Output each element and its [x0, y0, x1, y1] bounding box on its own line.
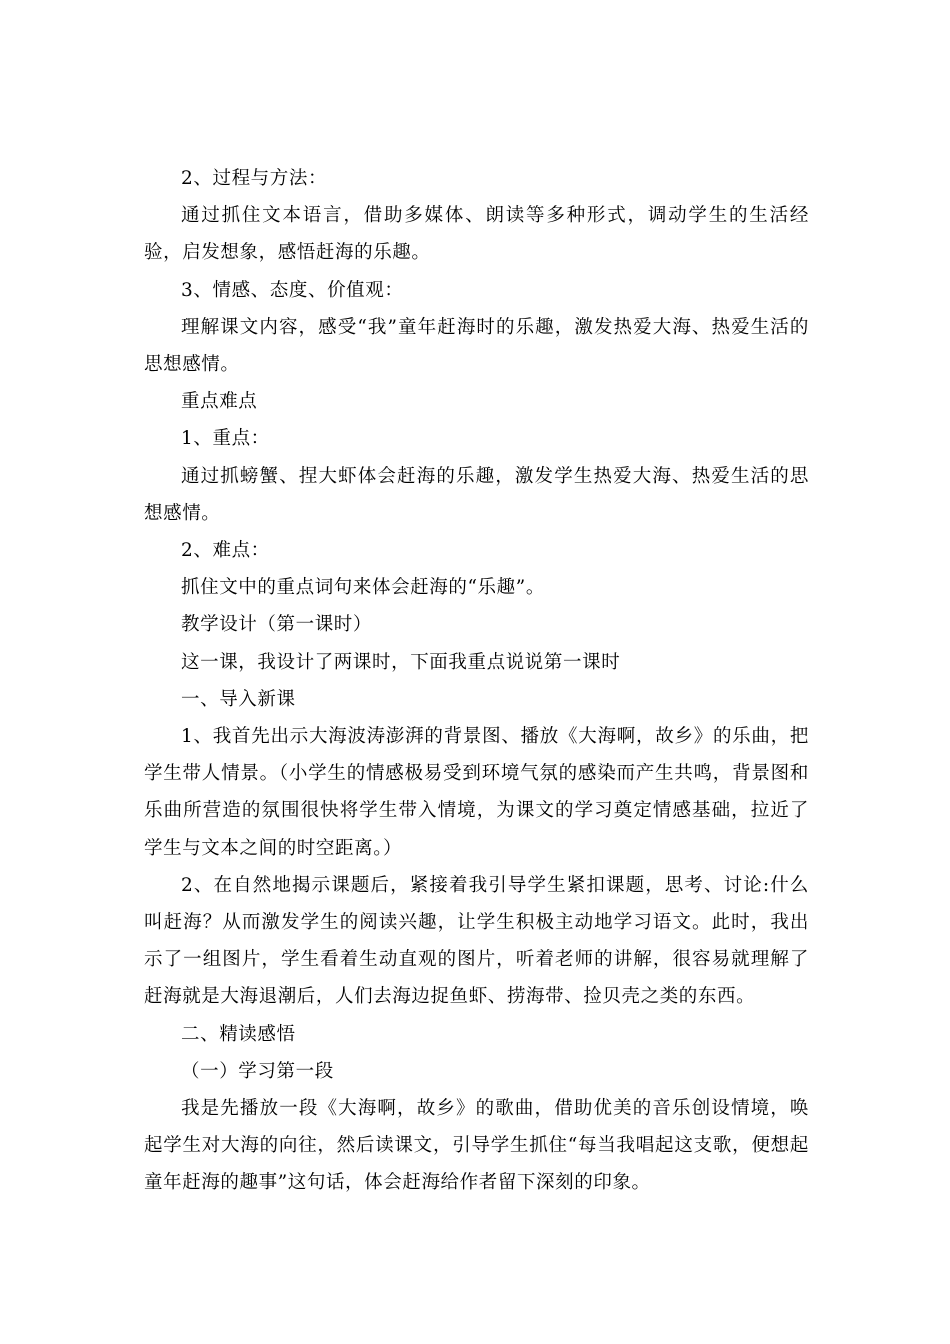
- document-body: [144, 160, 809, 1202]
- paragraph-key-difficult-heading: 重点难点: [181, 391, 258, 413]
- paragraph-difficulty-text: 抓住文中的重点词句来体会赶海的“乐趣”。: [181, 577, 545, 599]
- paragraph-section-one-heading: 一、导入新课: [181, 688, 296, 710]
- paragraph-intro-step-two: 2、在自然地揭示课题后，紧接着我引导学生紧扣课题，思考、讨论:什么叫赶海？从而激发学生的阅读兴趣，让学生积极主动地学习语文。此时，我出示了一组图片，学生看着生动直观的图片，听着老师的讲解，很容易就理解了赶海就是大海退潮后，人们去海边捉鱼虾、捞海带、捡贝壳之类的东西。: [144, 874, 809, 1008]
- paragraph-emotion-heading: 3、情感、态度、价值观：: [181, 279, 404, 301]
- paragraph-subsection-one-text: 我是先播放一段《大海啊，故乡》的歌曲，借助优美的音乐创设情境，唤起学生对大海的向往，然后读课文，引导学生抓住“每当我唱起这支歌，便想起童年赶海的趣事”这句话，体会赶海给作者留下深刻的印象。: [144, 1098, 809, 1194]
- paragraph-subsection-one-heading: （一）学习第一段: [181, 1060, 334, 1082]
- paragraph-design-intro: 这一课，我设计了两课时，下面我重点说说第一课时: [181, 651, 621, 673]
- paragraph-design-heading: 教学设计（第一课时）: [181, 614, 373, 636]
- paragraph-section-two-heading: 二、精读感悟: [181, 1023, 296, 1045]
- paragraph-process-method-heading: 2、过程与方法：: [181, 168, 328, 189]
- paragraph-process-method-text: 通过抓住文本语言，借助多媒体、朗读等多种形式，调动学生的生活经验，启发想象，感悟赶海的乐趣。: [144, 205, 809, 264]
- paragraph-difficulty-heading: 2、难点：: [181, 540, 270, 562]
- paragraph-intro-step-one: 1、我首先出示大海波涛澎湃的背景图、播放《大海啊，故乡》的乐曲，把学生带人情景。（小学生的情感极易受到环境气氛的感染而产生共鸣，背景图和乐曲所营造的氛围很快将学生带入情境，为课文的学习奠定情感基础，拉近了学生与文本之间的时空距离。）: [144, 726, 809, 859]
- paragraph-key-point-text: 通过抓螃蟹、捏大虾体会赶海的乐趣，激发学生热爱大海、热爱生活的思想感情。: [144, 465, 809, 524]
- paragraph-emotion-text: 理解课文内容，感受“我”童年赶海时的乐趣，激发热爱大海、热爱生活的思想感情。: [144, 316, 809, 376]
- paragraph-key-point-heading: 1、重点：: [181, 428, 270, 450]
